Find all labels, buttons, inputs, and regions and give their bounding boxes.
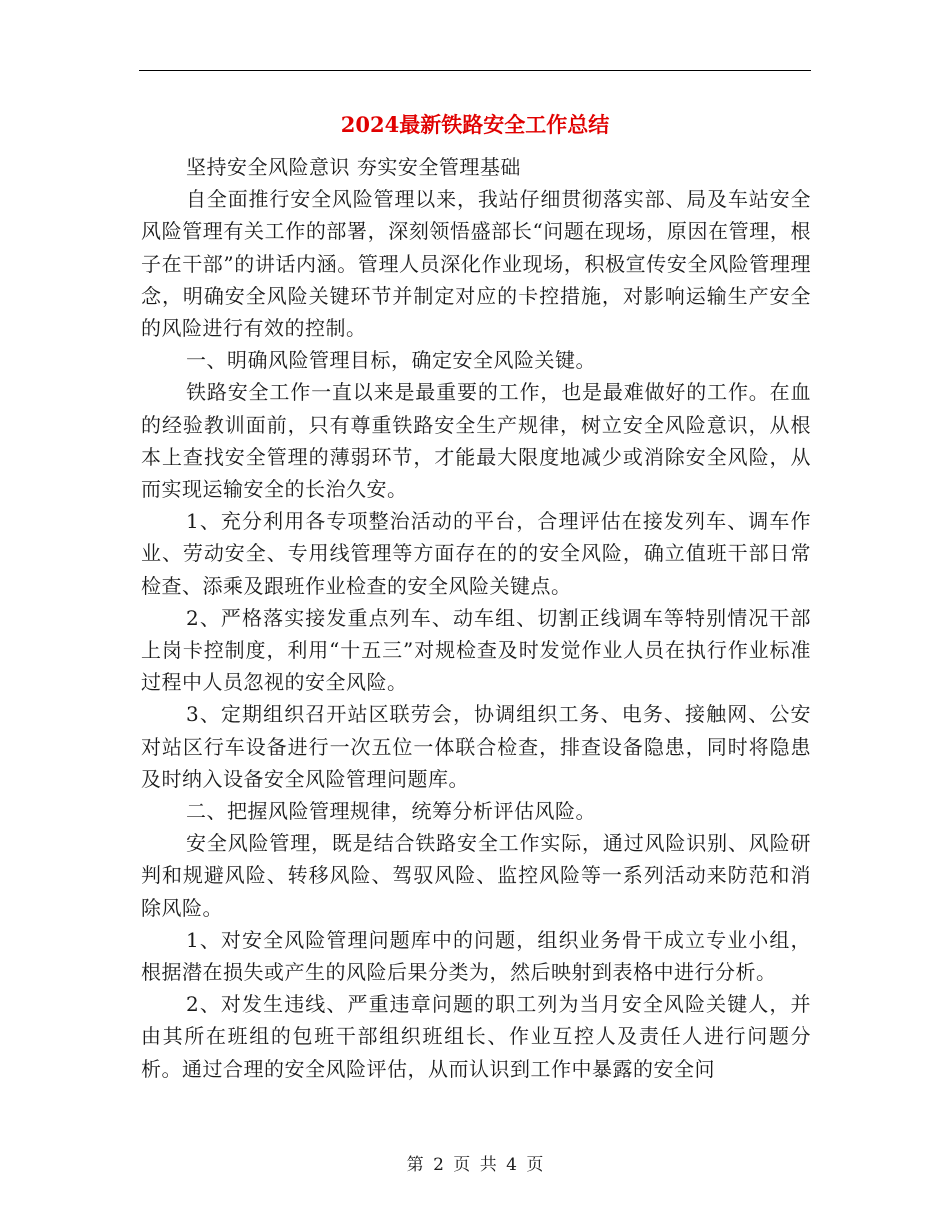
paragraph-section-2: 安全风险管理，既是结合铁路安全工作实际，通过风险识别、风险研判和规避风险、转移风险、驾驭风险、监控风险等一系列活动来防范和消除风险。 <box>141 831 811 920</box>
document-title: 2024最新铁路安全工作总结 <box>340 112 610 137</box>
list-item-1-2: 2、严格落实接发重点列车、动车组、切割正线调车等特别情况干部上岗卡控制度，利用“十五三”对规检查及时发觉作业人员在执行作业标准过程中人员忽视的安全风险。 <box>141 605 811 695</box>
section-heading-2: 二、把握风险管理规律，统筹分析评估风险。 <box>186 799 596 824</box>
list-item-2-1: 1、对安全风险管理问题库中的问题，组织业务骨干成立专业小组，根据潜在损失或产生的风险后果分类为，然后映射到表格中进行分析。 <box>141 927 811 985</box>
paragraph-section-1: 铁路安全工作一直以来是最重要的工作，也是最难做好的工作。在血的经验教训面前，只有尊重铁路安全生产规律，树立安全风险意识，从根本上查找安全管理的薄弱环节，才能最大限度地减少或消除安全风险，从而实现运输安全的长治久安。 <box>141 380 811 502</box>
list-item-2-2: 2、对发生违线、严重违章问题的职工列为当月安全风险关键人，并由其所在班组的包班干部组织班组长、作业互控人及责任人进行问题分析。通过合理的安全风险评估，从而认识到工作中暴露的安全问 <box>141 992 811 1081</box>
list-item-1-1: 1、充分利用各专项整治活动的平台，合理评估在接发列车、调车作业、劳动安全、专用线管理等方面存在的的安全风险，确立值班干部日常检查、添乘及跟班作业检查的安全风险关键点。 <box>141 509 811 598</box>
page-number-footer: 第 2 页 共 4 页 <box>406 1155 544 1175</box>
section-heading-1: 一、明确风险管理目标，确定安全风险关键。 <box>186 348 596 373</box>
list-item-1-3: 3、定期组织召开站区联劳会，协调组织工务、电务、接触网、公安对站区行车设备进行一次五位一体联合检查，排查设备隐患，同时将隐患及时纳入设备安全风险管理问题库。 <box>141 702 811 791</box>
paragraph-subtitle: 坚持安全风险意识 夯实安全管理基础 <box>186 155 521 179</box>
document-body <box>141 151 811 1085</box>
paragraph-intro: 自全面推行安全风险管理以来，我站仔细贯彻落实部、局及车站安全风险管理有关工作的部署，深刻领悟盛部长“问题在现场，原因在管理，根子在干部”的讲话内涵。管理人员深化作业现场，积极宣传安全风险管理理念，明确安全风险关键环节并制定对应的卡控措施，对影响运输生产安全的风险进行有效的控制。 <box>141 187 811 341</box>
header-rule <box>139 70 811 71</box>
